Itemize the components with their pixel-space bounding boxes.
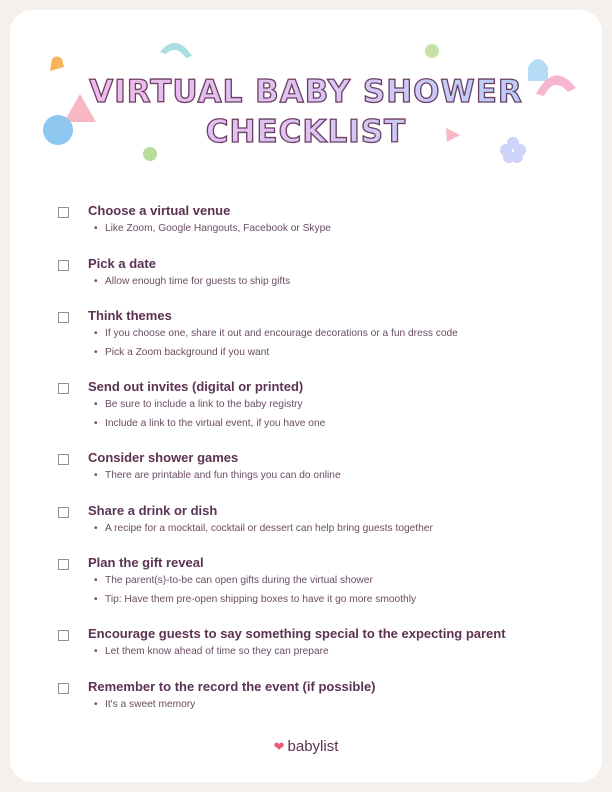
item-bullet: • Pick a Zoom background if you want bbox=[105, 344, 578, 363]
item-heading: Send out invites (digital or printed) bbox=[88, 379, 304, 394]
checklist-item bbox=[58, 678, 578, 715]
item-bullet: • Allow enough time for guests to ship gifts bbox=[105, 273, 578, 292]
orange-arch-icon bbox=[48, 55, 66, 73]
item-bullet: • Tip: Have them pre-open shipping boxes to have it go more smoothly bbox=[105, 591, 578, 610]
checkbox[interactable] bbox=[58, 260, 69, 271]
page-title-line2: CHECKLIST bbox=[0, 114, 612, 150]
item-heading: Choose a virtual venue bbox=[88, 203, 231, 218]
checkbox[interactable] bbox=[58, 312, 69, 323]
checklist-item bbox=[58, 449, 578, 486]
item-bullet: • The parent(s)-to-be can open gifts during the virtual shower bbox=[105, 572, 578, 591]
checkbox[interactable] bbox=[58, 383, 69, 394]
heart-icon: ❤ bbox=[273, 739, 285, 754]
checklist-item bbox=[58, 255, 578, 292]
checklist bbox=[58, 202, 578, 730]
item-bullet: • Include a link to the virtual event, if you have one bbox=[105, 415, 578, 434]
babylist-logo bbox=[0, 738, 612, 755]
checklist-item bbox=[58, 202, 578, 239]
item-bullet: • Like Zoom, Google Hangouts, Facebook or Skype bbox=[105, 220, 578, 239]
checkbox[interactable] bbox=[58, 683, 69, 694]
item-heading: Encourage guests to say something special to the expecting parent bbox=[88, 626, 506, 641]
item-heading: Plan the gift reveal bbox=[88, 555, 204, 570]
item-heading: Share a drink or dish bbox=[88, 502, 218, 518]
item-bullet: • Let them know ahead of time so they can prepare bbox=[105, 643, 578, 662]
item-heading: Think themes bbox=[88, 308, 172, 323]
checklist-item bbox=[58, 378, 578, 433]
checkbox[interactable] bbox=[58, 559, 69, 570]
checklist-item bbox=[58, 625, 578, 662]
checkbox[interactable] bbox=[58, 630, 69, 641]
item-heading: Consider shower games bbox=[88, 450, 239, 465]
item-bullet: • It's a sweet memory bbox=[105, 696, 578, 715]
page-title: VIRTUAL BABY SHOWER bbox=[0, 74, 612, 110]
item-heading: Pick a date bbox=[88, 255, 156, 271]
item-heading: Remember to the record the event (if possible) bbox=[88, 678, 376, 694]
checkbox[interactable] bbox=[58, 507, 69, 518]
item-bullet: • If you choose one, share it out and encourage decorations or a fun dress code bbox=[105, 325, 578, 344]
item-bullet: • Be sure to include a link to the baby registry bbox=[105, 396, 578, 415]
brand-name: babylist bbox=[287, 738, 339, 755]
teal-arch-icon bbox=[158, 38, 194, 60]
checkbox[interactable] bbox=[58, 207, 69, 218]
checklist-item bbox=[58, 554, 578, 609]
item-bullet: • There are printable and fun things you can do online bbox=[105, 467, 578, 486]
checkbox[interactable] bbox=[58, 454, 69, 465]
item-bullet: • A recipe for a mocktail, cocktail or dessert can help bring guests together bbox=[105, 520, 578, 539]
checklist-item bbox=[58, 307, 578, 362]
checklist-item bbox=[58, 502, 578, 539]
green-flower-icon bbox=[422, 42, 442, 60]
